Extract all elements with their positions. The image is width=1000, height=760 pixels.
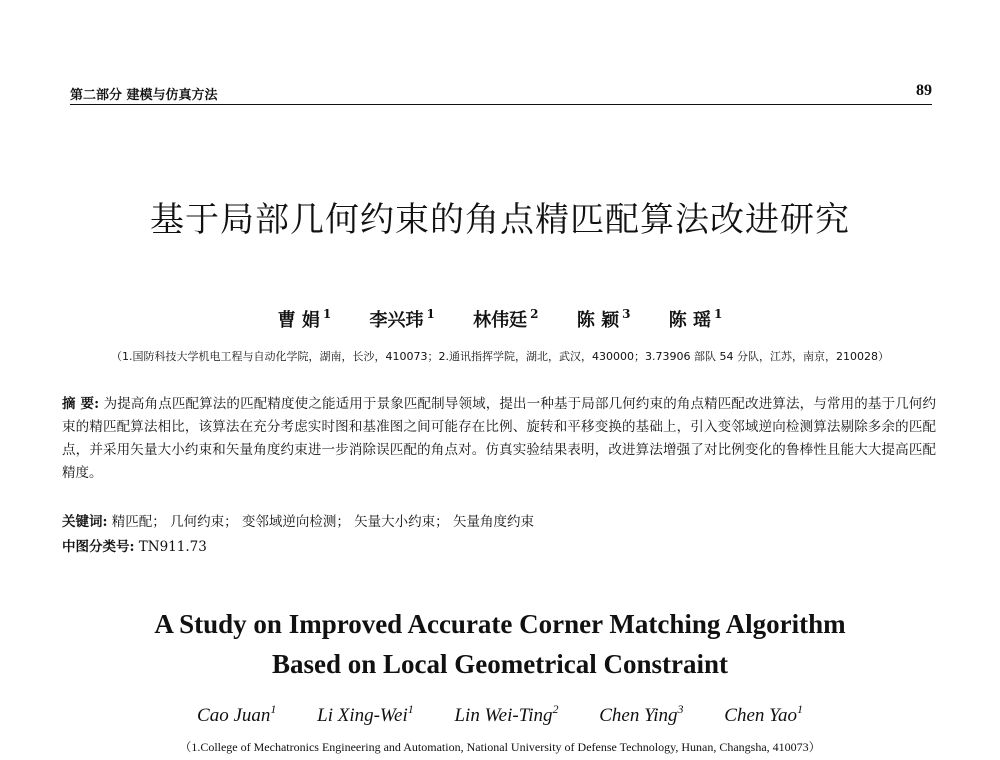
abstract [62, 393, 936, 485]
keywords-text: 精匹配； 几何约束； 变邻域逆向检测； 矢量大小约束； 矢量角度约束 [111, 514, 534, 530]
author-en: Li Xing-Wei$^1$ [317, 702, 414, 726]
classification-code: TN911.73 [138, 539, 207, 555]
author-en: Chen Ying$^3$ [599, 702, 684, 726]
affiliation-english: （1.College of Mechatronics Engineering and Automation, National University of Defense Technology, Hunan, Changsha, 410073） [179, 740, 821, 754]
classification-label: 中图分类号: [62, 539, 135, 555]
keywords-label: 关键词: [62, 514, 108, 530]
affiliation-chinese: （1.国防科技大学机电工程与自动化学院，湖南，长沙，410073；2.通讯指挥学院，湖北，武汉，430000；3.73906 部队 54 分队，江苏，南京，210028） [111, 350, 889, 363]
running-head [70, 84, 932, 104]
authors-chinese [0, 306, 1000, 332]
title-chinese: 基于局部几何约束的角点精匹配算法改进研究 [150, 200, 850, 240]
author-cn: 曹 娟 $^1$ [277, 307, 332, 331]
author-en: Chen Yao$^1$ [724, 702, 803, 726]
running-section-title: 第二部分 建模与仿真方法 [70, 88, 218, 103]
author-cn: 林伟廷 $^2$ [473, 307, 539, 331]
authors-english [0, 702, 1000, 727]
author-en: Cao Juan$^1$ [197, 702, 277, 726]
author-cn: 李兴玮 $^1$ [369, 307, 435, 331]
header-rule [70, 104, 932, 105]
classification [62, 535, 936, 555]
keywords [62, 510, 936, 530]
author-en: Lin Wei-Ting$^2$ [454, 702, 559, 726]
abstract-label: 摘 要: [62, 396, 100, 412]
author-cn: 陈 瑶 $^1$ [668, 307, 723, 331]
page-number: 89 [916, 82, 932, 99]
title-english-line2: Based on Local Geometrical Constraint [272, 649, 728, 679]
author-cn: 陈 颖 $^3$ [576, 307, 631, 331]
title-english [0, 604, 1000, 684]
abstract-text: 为提高角点匹配算法的匹配精度使之能适用于景象匹配制导领域，提出一种基于局部几何约束的角点精匹配改进算法，与常用的基于几何约束的精匹配算法相比，该算法在充分考虑实时图和基准图之间可能存在比例、旋转和平移变换的基础上，引入变邻域逆向检测算法剔除多余的匹配点，并采用矢量大小约束和矢量角度约束进一步消除误匹配的角点对。仿真实验结果表明，改进算法增强了对比例变化的鲁棒性且能大大提高匹配精度。 [62, 396, 937, 481]
title-english-line1: A Study on Improved Accurate Corner Matching Algorithm [154, 609, 846, 639]
